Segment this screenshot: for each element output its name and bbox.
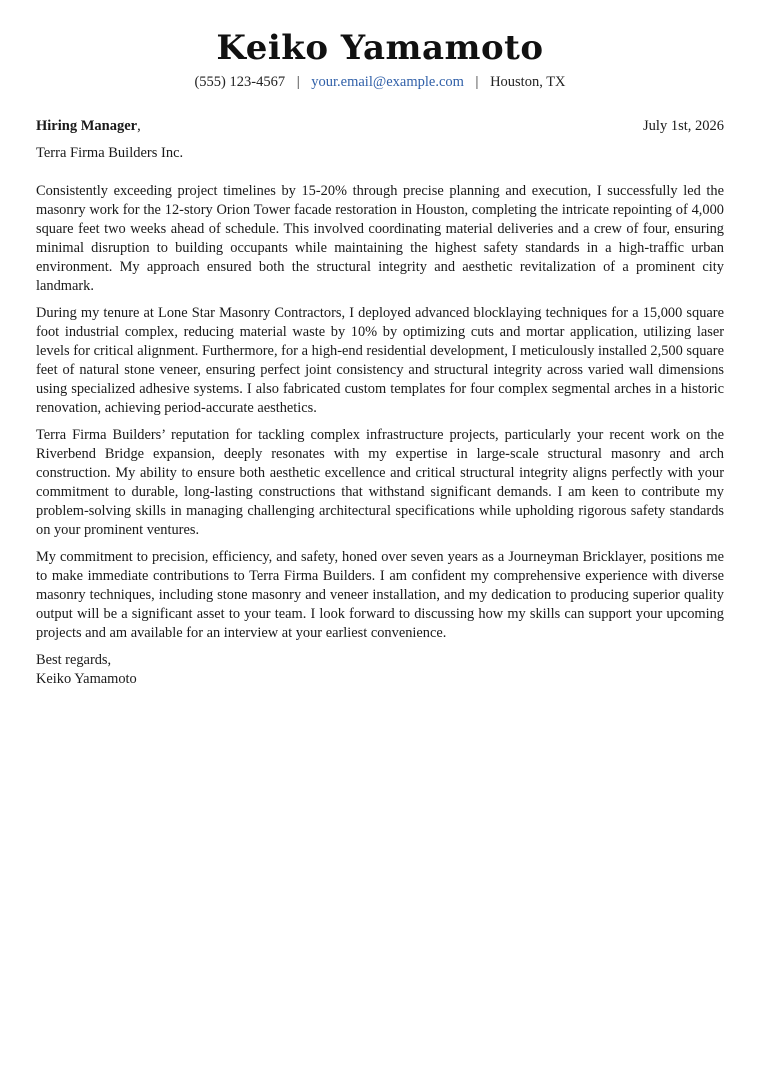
contact-separator: | xyxy=(296,74,300,90)
body-paragraph: Consistently exceeding project timelines by 15-20% through precise planning and execution, I successfully led the masonry work for the 12-story Orion Tower facade restoration in Houston, completing the intricate repointing of 4,000 square feet two weeks ahead of schedule. This involved coordinating material deliveries and a crew of four, ensuring minimal disruption to building occupants while maintaining the highest safety standards in a high-traffic urban environment. My approach ensured both the structural integrity and aesthetic revitalization of a prominent city landmark. xyxy=(36,183,724,294)
closing-signature: Keiko Yamamoto xyxy=(36,671,137,687)
recipient-row xyxy=(36,116,724,136)
body-paragraph: My commitment to precision, efficiency, and safety, honed over seven years as a Journeyman Bricklayer, positions me to make immediate contributions to Terra Firma Builders. I am confident my comprehensive experience with diverse masonry techniques, including stone masonry and veneer installation, and my dedication to producing superior quality output will be a significant asset to your team. I look forward to discussing how my skills can support your upcoming projects and am available for an interview at your earliest convenience. xyxy=(36,549,724,641)
closing-salutation: Best regards, xyxy=(36,652,112,668)
recipient-title-suffix: , xyxy=(137,118,141,134)
body-paragraph: Terra Firma Builders’ reputation for tackling complex infrastructure projects, particularly your recent work on the Riverbend Bridge expansion, deeply resonates with my expertise in large-scale structural masonry and arch construction. My ability to ensure both aesthetic excellence and critical structural integrity aligns perfectly with your commitment to durable, long-lasting constructions that withstand significant demands. I am keen to contribute my problem-solving skills in managing challenging architectural specifications while upholding rigorous safety standards on your prominent ventures. xyxy=(36,427,724,538)
body-paragraph: During my tenure at Lone Star Masonry Contractors, I deployed advanced blocklaying techniques for a 15,000 square foot industrial complex, reducing material waste by 10% by optimizing cuts and mortar application, utilizing laser levels for critical alignment. Furthermore, for a high-end residential development, I meticulously installed 2,500 square feet of natural stone veneer, ensuring perfect joint consistency and structural integrity across varied wall dimensions using specialized adhesive systems. I also fabricated custom templates for four complex segmental arches in a historic renovation, achieving period-accurate aesthetics. xyxy=(36,305,724,416)
location: Houston, TX xyxy=(490,74,566,90)
letter-body xyxy=(36,182,724,643)
letter-closing xyxy=(36,651,724,689)
recipient-company: Terra Firma Builders Inc. xyxy=(36,145,184,161)
recipient-title-bold: Hiring Manager xyxy=(36,118,138,134)
phone-number: (555) 123-4567 xyxy=(194,74,286,90)
letter-date: July 1st, 2026 xyxy=(643,118,724,134)
contact-separator: | xyxy=(475,74,479,90)
applicant-name: Keiko Yamamoto xyxy=(216,28,544,68)
recipient-title xyxy=(36,116,141,136)
email-link[interactable]: your.email@example.com xyxy=(311,74,464,90)
contact-line xyxy=(36,72,724,92)
